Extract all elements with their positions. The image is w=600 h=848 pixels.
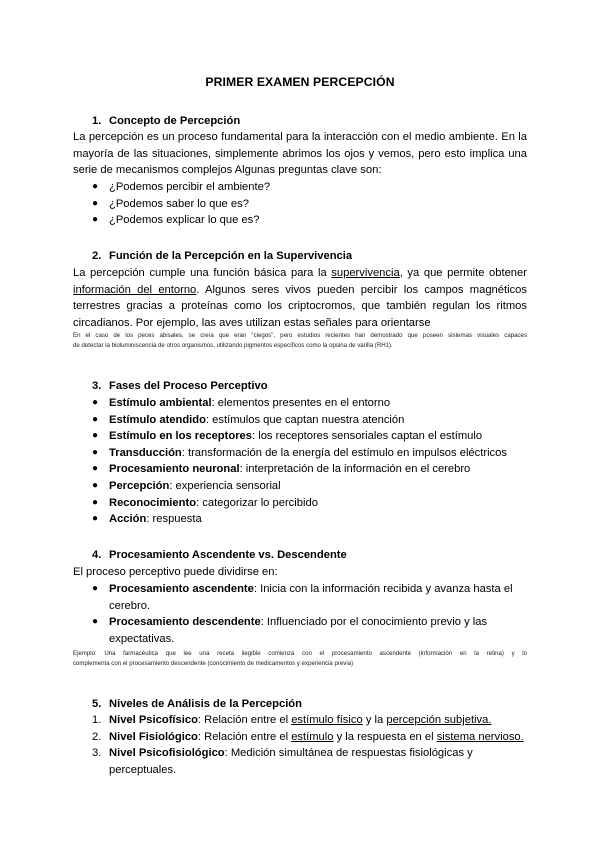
section-1-bullet-list bbox=[92, 179, 532, 229]
list-item: 2. Nivel Fisiológico: Relación entre el estímulo y la respuesta en el sistema nervioso. bbox=[92, 729, 532, 746]
paragraph-line: serie de mecanismos complejos Algunas preguntas clave son: bbox=[73, 164, 382, 177]
underlined-term: estímulo bbox=[291, 730, 334, 743]
section-title: Procesamiento Ascendente vs. Descendente bbox=[109, 549, 347, 561]
list-item: 3. Nivel Psicofisiológico: Medición simultánea de respuestas fisiológicas y perceptuales. bbox=[92, 747, 473, 776]
underlined-term: percepción subjetiva. bbox=[386, 714, 492, 726]
bullet-icon: ● bbox=[92, 479, 99, 491]
list-item: ● ¿Podemos saber lo que es? bbox=[92, 196, 532, 213]
underlined-term: información del entorno bbox=[73, 283, 197, 296]
section-4-bullet-list bbox=[92, 581, 532, 647]
section-4-intro: El proceso perceptivo puede dividirse en: bbox=[73, 566, 278, 578]
list-item: ● Percepción: experiencia sensorial bbox=[92, 478, 532, 495]
underlined-term: sistema nervioso. bbox=[436, 730, 524, 743]
list-item: ● Procesamiento descendente: Influenciado por el conocimiento previo y las expectativas. bbox=[92, 616, 488, 645]
list-item: ● Procesamiento ascendente: Inicia con la información recibida y avanza hasta el cerebro. bbox=[92, 583, 513, 612]
bullet-icon: ● bbox=[92, 463, 99, 475]
item-number: 2. bbox=[92, 730, 102, 743]
list-item: 1. Nivel Psicofísico: Relación entre el estímulo físico y la percepción subjetiva. bbox=[92, 712, 532, 729]
section-number: 1. bbox=[92, 115, 102, 127]
list-item: ● ¿Podemos percibir el ambiente? bbox=[92, 179, 532, 196]
section-2-paragraph bbox=[73, 265, 527, 331]
note-line: de detectar la bioluminiscencia de otros organismos, utilizando pigmentos específicos como la opsina de varilla (RH1). bbox=[73, 341, 393, 349]
bullet-icon: ● bbox=[92, 513, 99, 525]
bullet-icon: ● bbox=[92, 616, 99, 628]
list-item: ● Estímulo ambiental: elementos presentes en el entorno bbox=[92, 395, 532, 412]
note-line: En el caso de los peces abisales, se creía que eran "ciegos", pero estudios recientes han demostrado que poseen sistemas visuales capaces bbox=[73, 332, 527, 339]
section-number: 5. bbox=[92, 698, 102, 710]
bullet-icon: ● bbox=[92, 430, 99, 442]
section-2-note bbox=[73, 331, 527, 350]
list-item: ● Estímulo en los receptores: los receptores sensoriales captan el estímulo bbox=[92, 428, 532, 445]
section-title: Función de la Percepción en la Supervivencia bbox=[109, 250, 353, 262]
bullet-icon: ● bbox=[92, 446, 99, 458]
section-number: 2. bbox=[92, 250, 102, 262]
section-number: 3. bbox=[92, 380, 102, 392]
bullet-icon: ● bbox=[92, 496, 99, 508]
underlined-term: estímulo físico bbox=[291, 714, 363, 726]
list-item: ● Reconocimiento: categorizar lo percibido bbox=[92, 495, 532, 512]
item-number: 1. bbox=[92, 714, 102, 726]
paragraph-line: circadianos. Por ejemplo, las aves utilizan estas señales para orientarse bbox=[73, 316, 431, 329]
list-item: ● Acción: respuesta bbox=[92, 511, 532, 528]
paragraph-line: La percepción es un proceso fundamental para la interacción con el medio ambiente. En la bbox=[73, 131, 527, 143]
paragraph-line: La percepción cumple una función básica para la supervivencia, ya que permite obtener bbox=[73, 267, 527, 279]
note-line: complementa con el procesamiento descendente (conocimiento de medicamentos y experiencia previa) bbox=[73, 659, 354, 667]
list-item: ● Transducción: transformación de la energía del estímulo en impulsos eléctricos bbox=[92, 445, 532, 462]
paragraph-line: información del entorno. Algunos seres vivos pueden percibir los campos magnéticos bbox=[73, 283, 527, 296]
list-item: ● ¿Podemos explicar lo que es? bbox=[92, 212, 532, 229]
section-3-bullet-list bbox=[92, 395, 532, 528]
bullet-icon: ● bbox=[92, 583, 99, 594]
underlined-term: supervivencia bbox=[331, 267, 400, 279]
note-line: Ejemplo: Una farmacéutica que lee una receta ilegible comienza con el procesamiento ascendente (información en la retina) y lo bbox=[73, 650, 527, 657]
paragraph-line: terrestres gracias a proteínas como los criptocromos, que también regulan los ritmos bbox=[73, 300, 527, 313]
bullet-icon: ● bbox=[92, 214, 99, 226]
section-number: 4. bbox=[92, 549, 102, 561]
section-title: Concepto de Percepción bbox=[109, 115, 241, 127]
bullet-icon: ● bbox=[92, 413, 99, 425]
item-number: 3. bbox=[92, 747, 102, 760]
list-item: ● Estímulo atendido: estímulos que captan nuestra atención bbox=[92, 412, 532, 429]
bullet-icon: ● bbox=[92, 397, 99, 408]
section-5-numbered-list bbox=[92, 712, 532, 778]
section-1-paragraph bbox=[73, 129, 527, 179]
section-title: Fases del Proceso Perceptivo bbox=[109, 380, 268, 392]
paragraph-line: mayoría de las situaciones, simplemente abrimos los ojos y vemos, pero esto implica una bbox=[73, 147, 527, 160]
list-item: ● Procesamiento neuronal: interpretación de la información en el cerebro bbox=[92, 461, 532, 478]
bullet-icon: ● bbox=[92, 197, 99, 209]
section-4-note bbox=[73, 649, 527, 668]
page-title: PRIMER EXAMEN PERCEPCIÓN bbox=[205, 75, 395, 89]
section-title: Niveles de Análisis de la Percepción bbox=[109, 698, 302, 710]
bullet-icon: ● bbox=[92, 181, 99, 192]
